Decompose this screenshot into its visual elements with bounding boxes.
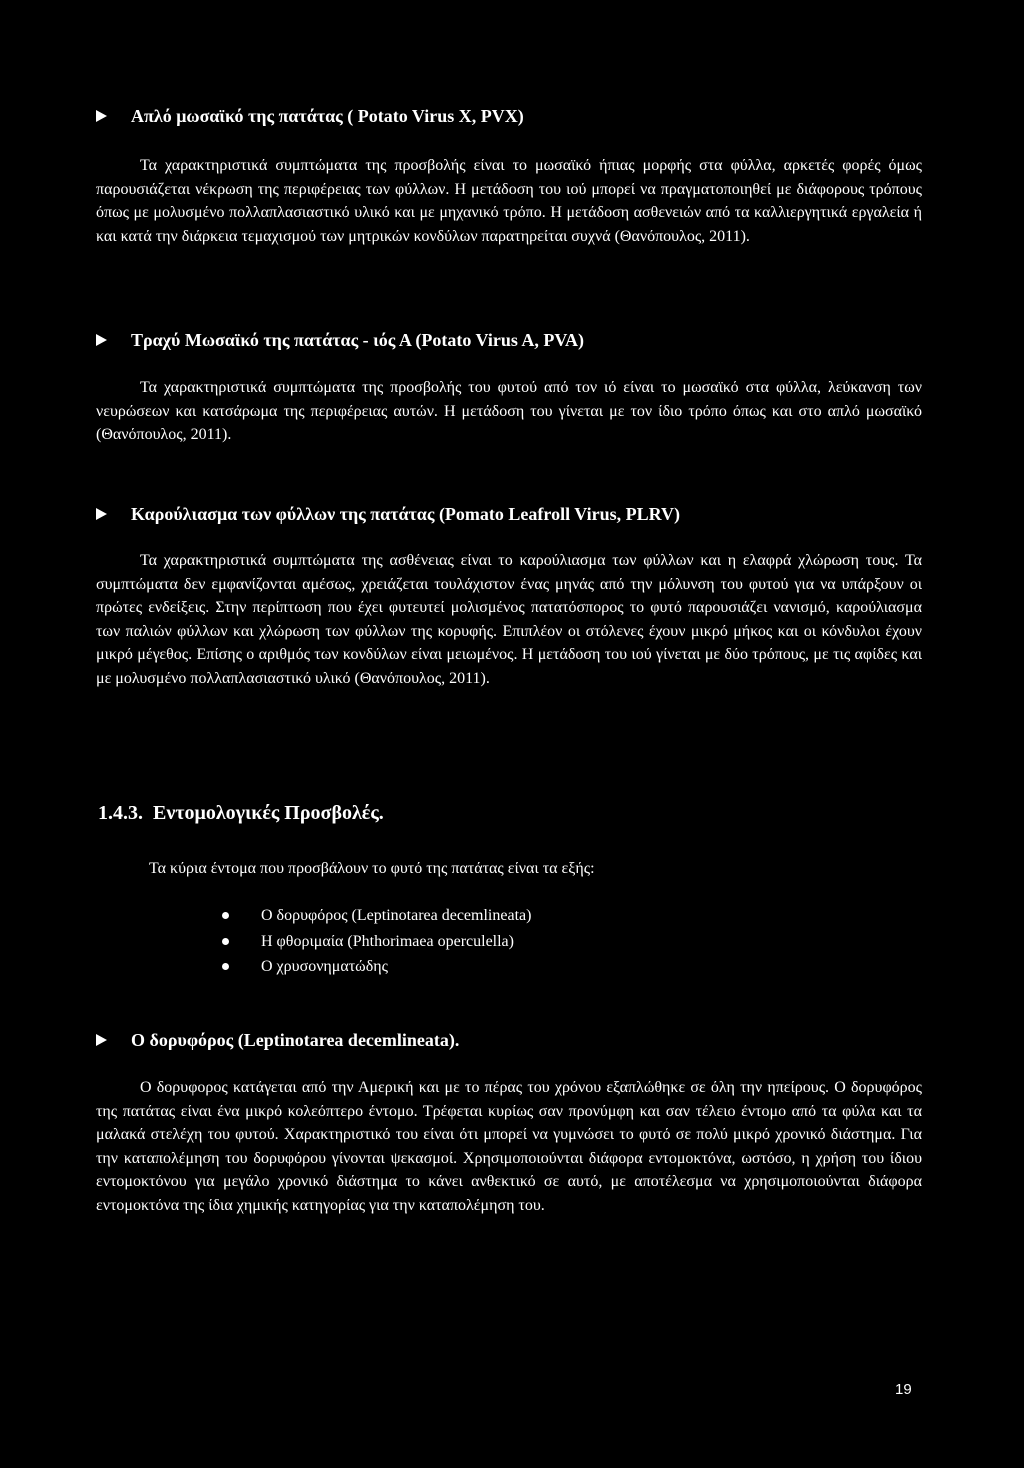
pvx-paragraph: Τα χαρακτηριστικά συμπτώματα της προσβολής είναι το μωσαϊκό ήπιας μορφής στα φύλλα, αρκετές φορές όμως παρουσιάζεται νέκρωση της περιφέρειας των φύλλων. Η μετάδοση του ιού μπορεί να πραγματοποιηθεί με διάφορους τρόπους όπως με μολυσμένο πολλαπλασιαστικό υλικό και με μηχανικό τρόπο. Η μετάδοση ασθενειών από τα καλλιεργητικά εργαλεία ή και κατά την διάρκεια τεμαχισμού των μητρικών κονδύλων παρατηρείται συχνά (Θανόπουλος, 2011). (96, 157, 922, 245)
insects-intro: Τα κύρια έντομα που προσβάλουν το φυτό της πατάτας είναι τα εξής: (149, 860, 595, 877)
pva-paragraph: Τα χαρακτηριστικά συμπτώματα της προσβολής του φυτού από τον ιό είναι το μωσαϊκό στα φύλλα, λεύκανση των νευρώσεων και κατσάρωμα της περιφέρειας αυτών. Η μετάδοση του γίνεται με τον ίδιο τρόπο όπως και στο απλό μωσαϊκό (Θανόπουλος, 2011). (96, 379, 922, 444)
list-item (222, 954, 531, 980)
beetle-paragraph: Ο δορυφορος κατάγεται από την Αμερική και με το πέρας του χρόνου εξαπλώθηκε σε όλη την ηπείρους. Ο δορυφόρος της πατάτας είναι ένα μικρό κολεόπτερο έντομο. Τρέφεται κυρίως σαν προνύμφη και σαν τέλειο έντομο από τα φύλα και τα μαλακά στελέχη του φυτού. Χαρακτηριστικό του είναι ότι μπορεί να γυμνώσει το φυτό σε πολύ μικρό χρονικό διάστημα. Για την καταπολέμηση του δορυφόρου γίνονται ψεκασμοί. Χρησιμοποιούνται διάφορα εντομοκτόνα, ωστόσο, η χρήση του ίδιου εντομοκτόνου για μεγάλο χρονικό διάστημα το κάνει ανθεκτικό σε αυτό, με αποτέλεσμα να χρησιμοποιούνται διάφορα εντομοκτόνα της ίδια χημικής κατηγορίας για την καταπολέμηση του. (96, 1079, 922, 1214)
list-item (222, 903, 531, 929)
pvx-heading-text: Απλό μωσαϊκό της πατάτας ( Potato Virus X, PVX) (131, 106, 524, 126)
beetle-heading (96, 1028, 956, 1052)
insects-list (222, 903, 531, 980)
pva-heading (96, 328, 956, 352)
plrv-heading (96, 502, 956, 526)
section-heading (98, 800, 384, 826)
pva-heading-text: Τραχύ Μωσαϊκό της πατάτας - ιός Α (Potato Virus A, PVA) (131, 330, 585, 350)
section-title: Εντομολογικές Προσβολές. (153, 802, 384, 824)
list-item-text: Η φθοριμαία (Phthorimaea operculella) (261, 932, 514, 950)
arrow-bullet-icon (96, 1034, 107, 1046)
arrow-bullet-icon (96, 508, 107, 520)
bullet-dot-icon (222, 963, 229, 970)
arrow-bullet-icon (96, 110, 107, 122)
pvx-heading (96, 104, 956, 128)
plrv-paragraph: Τα χαρακτηριστικά συμπτώματα της ασθένειας είναι το καρούλιασμα των φύλλων και η ελαφρά χλώρωση τους. Τα συμπτώματα δεν εμφανίζονται αμέσως, χρειάζεται τουλάχιστον ένας μηνάς από την μόλυνση του φυτού για να υπάρξουν οι πρώτες ενδείξεις. Στην περίπτωση που έχει φυτευτεί μολισμένος πατατόσπορος το φυτό παρουσιάζει νανισμό, καρούλιασμα των παλιών φύλλων και χλώρωση των φύλλων της κορυφής. Επιπλέον οι στόλενες έχουν μικρό μήκος και οι κόνδυλοι έχουν μικρό μέγεθος. Επίσης ο αριθμός των κονδύλων είναι μειωμένος. Η μετάδοση του ιού γίνεται με δύο τρόπους, με τις αφίδες και με μολυσμένο πολλαπλασιαστικό υλικό (Θανόπουλος, 2011). (96, 552, 922, 687)
bullet-dot-icon (222, 938, 229, 945)
section-number: 1.4.3. (98, 802, 143, 824)
arrow-bullet-icon (96, 334, 107, 346)
page-number: 19 (895, 1381, 912, 1398)
list-item (222, 929, 531, 955)
beetle-heading-text: Ο δορυφόρος (Leptinotarea decemlineata). (131, 1030, 460, 1050)
plrv-heading-text: Καρούλιασμα των φύλλων της πατάτας (Pomato Leafroll Virus, PLRV) (131, 504, 680, 524)
list-item-text: Ο χρυσονηματώδης (261, 958, 388, 975)
list-item-text: Ο δορυφόρος (Leptinotarea decemlineata) (261, 907, 532, 924)
bullet-dot-icon (222, 912, 229, 919)
